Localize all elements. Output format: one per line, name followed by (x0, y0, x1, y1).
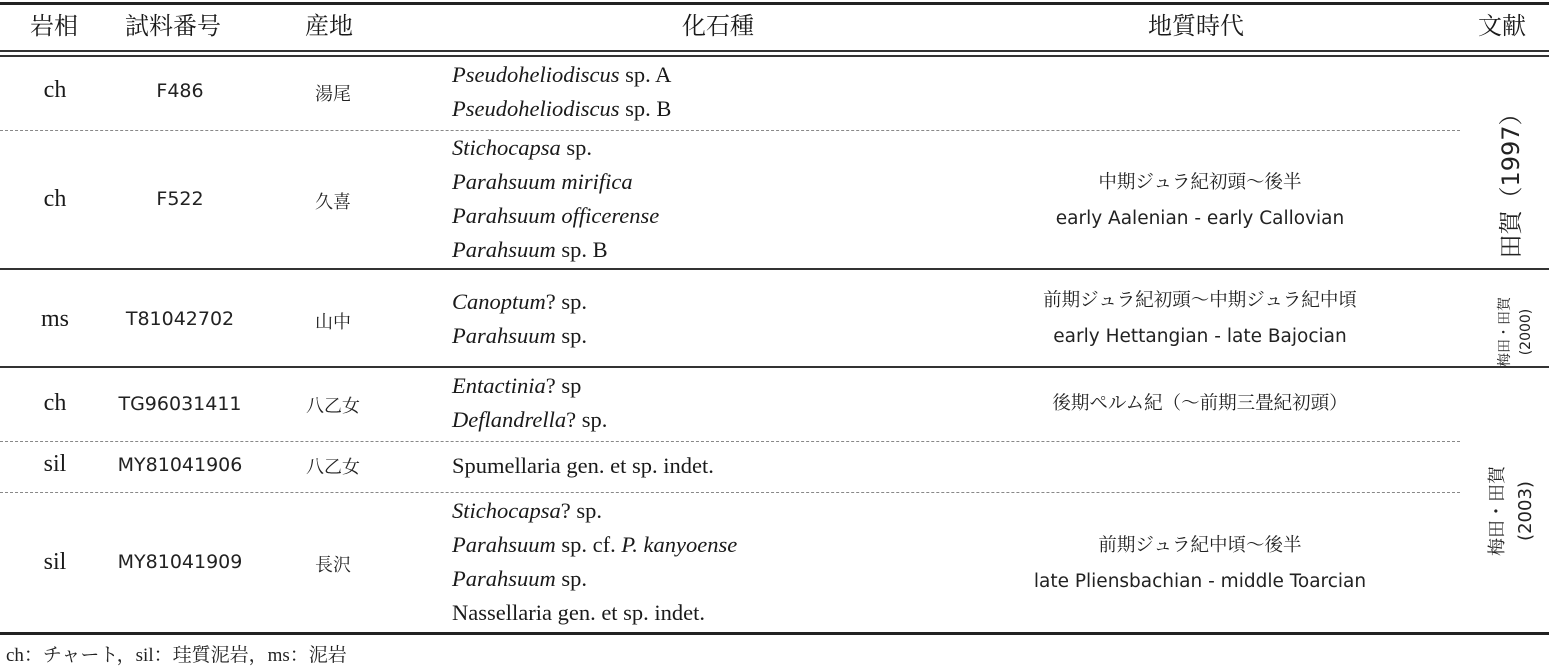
top-rule (0, 2, 1549, 5)
fossil-entry: Pseudoheliodiscus sp. A (452, 62, 672, 87)
header-geologic-age: 地質時代 (1148, 14, 1244, 40)
row-locality: 山中 (315, 312, 351, 333)
row-sample-no: T81042702 (125, 308, 235, 330)
fossil-entry: Deflandrella? sp. (452, 407, 608, 432)
group-rule (0, 366, 1549, 368)
age-jp: 中期ジュラ紀初頭〜後半 (1098, 172, 1302, 193)
reference-authors: 田賀 (1496, 210, 1525, 259)
fossil-entry: Parahsuum mirifica (452, 169, 633, 194)
row-lithology: ch (43, 186, 67, 212)
row-locality: 湯尾 (315, 84, 351, 105)
header-sample-no: 試料番号 (125, 14, 221, 40)
row-locality: 久喜 (315, 192, 351, 213)
bottom-rule (0, 632, 1549, 635)
row-lithology: ms (40, 306, 70, 332)
row-divider (0, 130, 1460, 131)
row-divider (0, 492, 1460, 493)
reference-1997 (1488, 90, 1528, 270)
fossil-list (452, 449, 714, 483)
row-sample-no: TG96031411 (118, 393, 242, 415)
reference-authors: 梅田・田賀 (1497, 297, 1513, 367)
fossil-entry: Parahsuum sp. (452, 566, 588, 591)
fossil-entry: Parahsuum sp. B (452, 237, 608, 262)
row-lithology: ch (43, 390, 67, 416)
reference-year: （1997） (1496, 101, 1525, 211)
fossil-entry: Canoptum? sp. (452, 289, 588, 314)
fossil-list (452, 369, 607, 437)
fossil-list (452, 285, 587, 353)
fossil-list (452, 131, 659, 267)
fossil-entry: Nassellaria gen. et sp. indet. (452, 600, 706, 625)
header-fossil-species: 化石種 (682, 14, 754, 40)
fossil-list (452, 58, 671, 126)
age-jp: 前期ジュラ紀中頃〜後半 (1098, 535, 1302, 556)
fossil-entry: Pseudoheliodiscus sp. B (452, 96, 672, 121)
fossil-entry: Parahsuum sp. cf. P. kanyoense (452, 532, 738, 557)
fossil-list (452, 494, 737, 630)
row-sample-no: F486 (156, 80, 204, 102)
row-divider (0, 441, 1460, 442)
fossil-entry: Parahsuum sp. (452, 323, 588, 348)
geologic-age (1052, 386, 1347, 422)
header-reference: 文献 (1478, 14, 1526, 40)
group-rule (0, 268, 1549, 270)
fossil-entry: Stichocapsa sp. (452, 135, 592, 160)
header-locality: 産地 (305, 14, 353, 40)
fossil-entry: Spumellaria gen. et sp. indet. (452, 453, 714, 478)
age-en: late Pliensbachian - middle Toarcian (1033, 571, 1367, 592)
reference-authors: 梅田・田賀 (1487, 466, 1508, 556)
reference-2000 (1495, 277, 1539, 387)
row-lithology: sil (43, 549, 67, 575)
row-locality: 八乙女 (306, 396, 360, 417)
fossil-entry: Stichocapsa? sp. (452, 498, 602, 523)
fossil-entry: Parahsuum officerense (452, 203, 660, 228)
footnote: ch：チャート，sil：珪質泥岩，ms：泥岩 (6, 645, 347, 666)
row-locality: 長沢 (315, 555, 351, 576)
age-en: early Hettangian - late Bajocian (1053, 326, 1347, 347)
row-sample-no: MY81041909 (117, 551, 243, 573)
row-sample-no: F522 (156, 188, 204, 210)
row-lithology: ch (43, 77, 67, 103)
reference-year: (2000) (1518, 308, 1534, 356)
row-sample-no: MY81041906 (117, 454, 243, 476)
fossil-entry: Entactinia? sp (452, 373, 582, 398)
geologic-age (1034, 528, 1366, 600)
geologic-age (1043, 283, 1357, 355)
row-locality: 八乙女 (306, 457, 360, 478)
age-en: early Aalenian - early Callovian (1055, 208, 1345, 229)
reference-year: (2003) (1515, 481, 1536, 541)
row-lithology: sil (43, 451, 67, 477)
header-rule (0, 50, 1549, 52)
header-lithology: 岩相 (30, 14, 78, 40)
age-jp: 前期ジュラ紀初頭〜中期ジュラ紀中頃 (1043, 290, 1357, 311)
reference-2003 (1484, 441, 1544, 581)
header-rule-double (0, 55, 1549, 57)
age-jp: 後期ペルム紀（〜前期三畳紀初頭） (1052, 393, 1348, 414)
geologic-age (1056, 165, 1344, 237)
